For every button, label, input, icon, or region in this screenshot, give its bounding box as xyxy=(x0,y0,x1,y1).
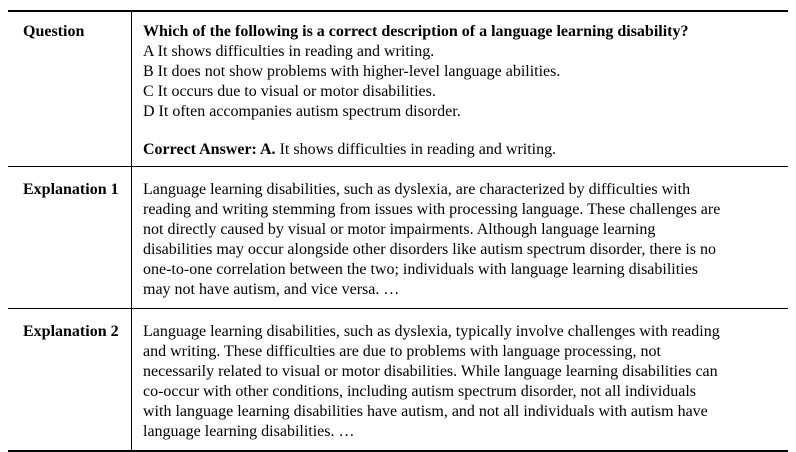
explanation-2-line: necessarily related to visual or motor disabilities. While language learning disabilities can xyxy=(143,363,718,380)
option-a: A It shows difficulties in reading and writing. xyxy=(143,43,435,60)
explanation-1-line: may not have autism, and vice versa. … xyxy=(143,281,400,298)
correct-answer-text: It shows difficulties in reading and writing. xyxy=(275,141,557,158)
qa-table xyxy=(8,10,788,452)
explanation-1-line: one-to-one correlation between the two; individuals with language learning disabilities xyxy=(143,261,698,278)
explanation-2-line: co-occur with other conditions, including autism spectrum disorder, not all individuals xyxy=(143,383,697,400)
question-label: Question xyxy=(8,12,132,166)
explanation-1-line: reading and writing stemming from issues with processing language. These challenges are xyxy=(143,201,721,218)
explanation-1-content xyxy=(132,167,788,308)
explanation-2-line: language learning disabilities. … xyxy=(143,423,355,440)
question-text: Which of the following is a correct description of a language learning disability? xyxy=(143,23,689,40)
question-content xyxy=(132,12,788,166)
explanation-1-line: Language learning disabilities, such as dyslexia, are characterized by difficulties with xyxy=(143,181,691,198)
explanation-1-line: not directly caused by visual or motor impairments. Although language learning xyxy=(143,221,656,238)
explanation-1-line: disabilities may occur alongside other disorders like autism spectrum disorder, there is no xyxy=(143,241,716,258)
correct-answer-label: Correct Answer: A. xyxy=(143,141,276,158)
explanation-2-line: and writing. These difficulties are due to problems with language processing, not xyxy=(143,343,661,360)
option-d: D It often accompanies autism spectrum disorder. xyxy=(143,103,461,120)
option-b: B It does not show problems with higher-level language abilities. xyxy=(143,63,561,80)
explanation-2-line: with language learning disabilities have autism, and not all individuals with autism have xyxy=(143,403,708,420)
explanation-2-row xyxy=(8,309,788,452)
explanation-2-content xyxy=(132,309,788,450)
option-c: C It occurs due to visual or motor disabilities. xyxy=(143,83,436,100)
explanation-1-row xyxy=(8,167,788,309)
correct-answer xyxy=(143,140,780,160)
explanation-1-label: Explanation 1 xyxy=(8,167,132,308)
explanation-2-label: Explanation 2 xyxy=(8,309,132,450)
explanation-2-line: Language learning disabilities, such as dyslexia, typically involve challenges with reading xyxy=(143,323,720,340)
question-row xyxy=(8,12,788,167)
